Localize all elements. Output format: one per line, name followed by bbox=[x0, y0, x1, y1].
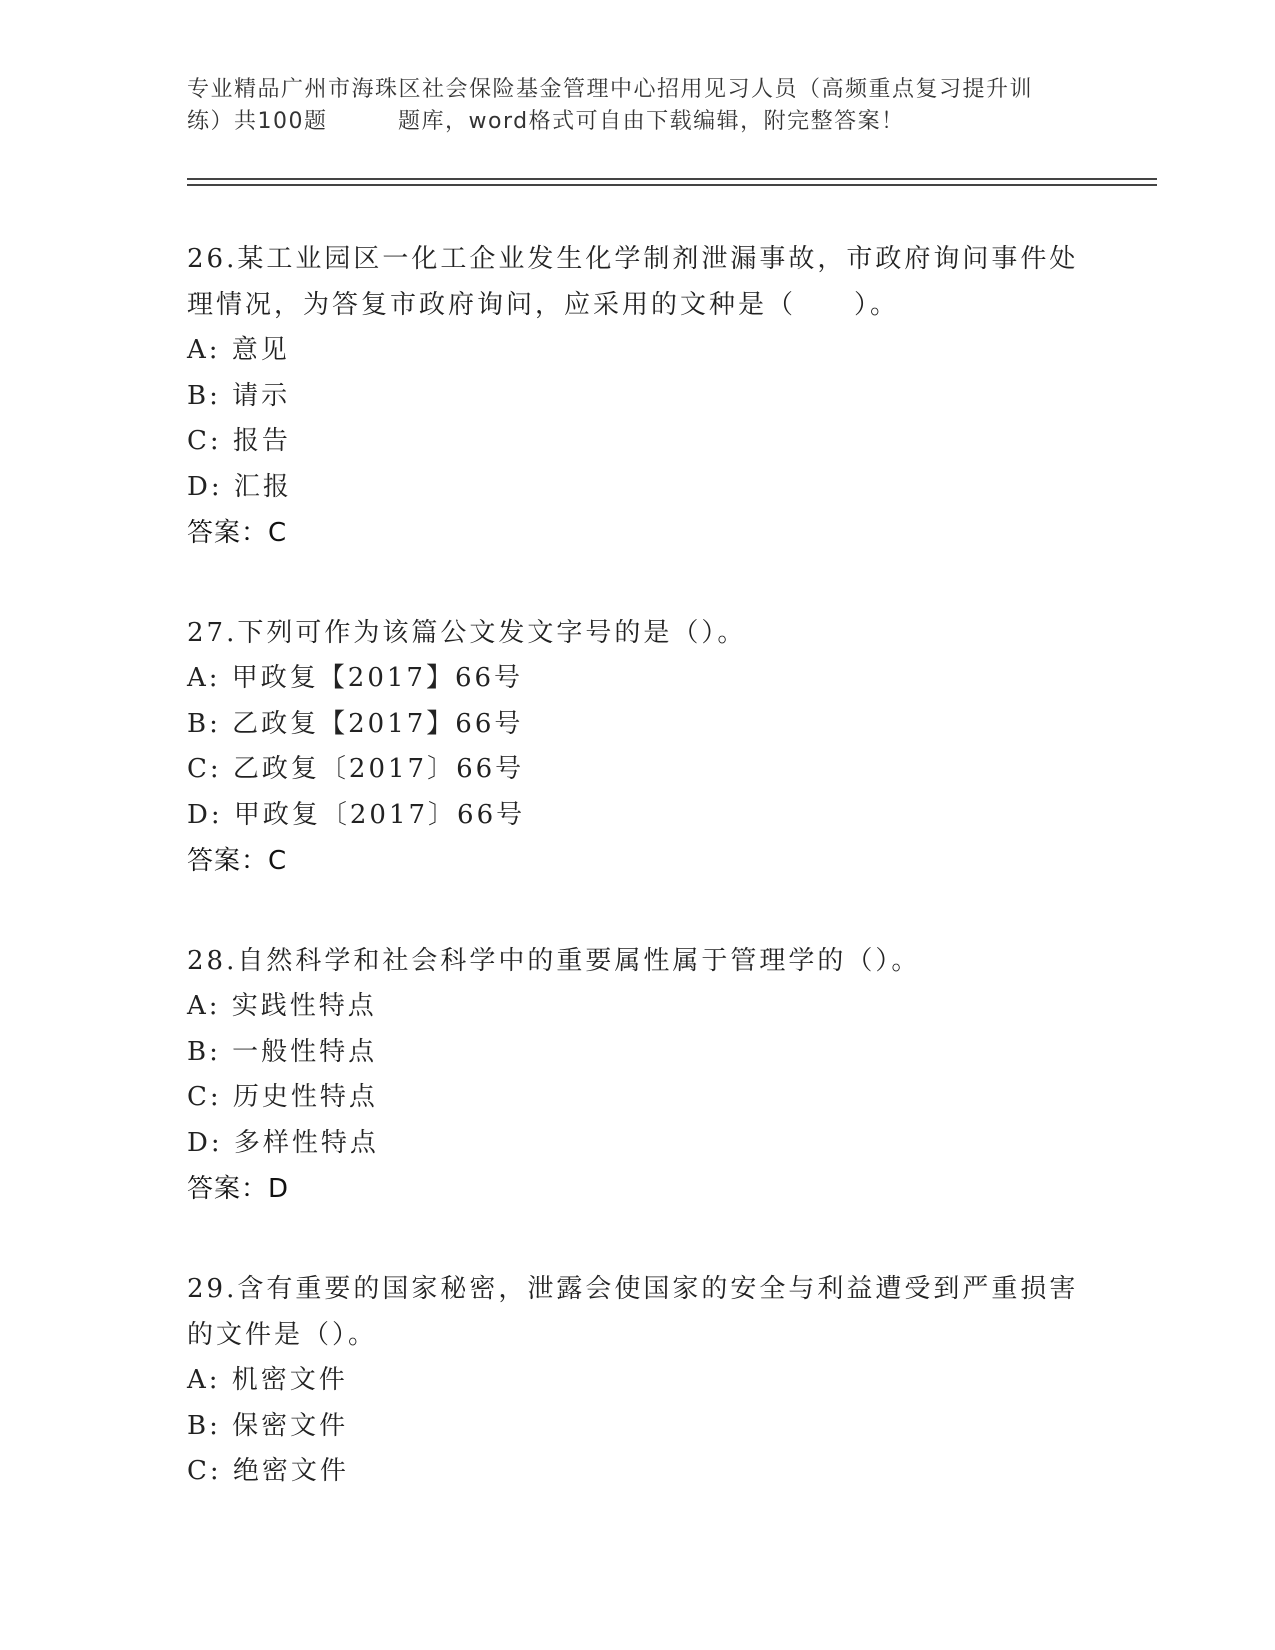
question-29 bbox=[187, 1266, 1087, 1495]
option-c: C: 乙政复〔2017〕66号 bbox=[187, 754, 525, 784]
header-divider-top bbox=[187, 178, 1157, 180]
option-d: D: 甲政复〔2017〕66号 bbox=[187, 799, 526, 830]
option-d: D: 汇报 bbox=[187, 471, 292, 502]
option-a: A: 意见 bbox=[187, 335, 290, 365]
option-b: B: 保密文件 bbox=[187, 1410, 349, 1441]
question-stem bbox=[187, 938, 1087, 984]
answer-line: 答案：C bbox=[187, 518, 288, 548]
question-stem-line: 26.某工业园区一化工企业发生化学制剂泄漏事故，市政府询问事件处 bbox=[187, 244, 1079, 274]
question-stem bbox=[187, 1266, 1087, 1358]
option-b: B: 乙政复【2017】66号 bbox=[187, 708, 524, 739]
option-a: A: 机密文件 bbox=[187, 1365, 348, 1395]
question-list bbox=[187, 236, 1087, 1549]
question-stem-line: 理情况，为答复市政府询问，应采用的文种是（ ）。 bbox=[187, 290, 900, 320]
question-stem-line: 的文件是（）。 bbox=[187, 1320, 378, 1350]
header-title-line-1: 专业精品广州市海珠区社会保险基金管理中心招用见习人员（高频重点复习提升训 bbox=[187, 77, 1034, 102]
option-b: B: 一般性特点 bbox=[187, 1036, 378, 1067]
header-divider-bottom bbox=[187, 184, 1157, 186]
header-title-line-2: 练）共100题 题库，word格式可自由下载编辑，附完整答案！ bbox=[187, 109, 905, 134]
option-d: D: 多样性特点 bbox=[187, 1127, 379, 1158]
question-27 bbox=[187, 610, 1087, 884]
answer-line: 答案：D bbox=[187, 1174, 290, 1204]
option-c: C: 绝密文件 bbox=[187, 1456, 349, 1486]
document-header bbox=[187, 74, 1087, 138]
option-c: C: 报告 bbox=[187, 426, 291, 456]
question-26 bbox=[187, 236, 1087, 556]
option-a: A: 甲政复【2017】66号 bbox=[187, 663, 524, 693]
option-a: A: 实践性特点 bbox=[187, 991, 377, 1021]
question-stem bbox=[187, 236, 1087, 328]
option-c: C: 历史性特点 bbox=[187, 1082, 378, 1112]
question-stem bbox=[187, 610, 1087, 656]
answer-line: 答案：C bbox=[187, 846, 288, 876]
question-stem-line: 27.下列可作为该篇公文发文字号的是（）。 bbox=[187, 618, 747, 648]
option-b: B: 请示 bbox=[187, 380, 291, 411]
question-stem-line: 28.自然科学和社会科学中的重要属性属于管理学的（）。 bbox=[187, 946, 921, 976]
question-stem-line: 29.含有重要的国家秘密，泄露会使国家的安全与利益遭受到严重损害 bbox=[187, 1274, 1079, 1304]
question-28 bbox=[187, 938, 1087, 1212]
